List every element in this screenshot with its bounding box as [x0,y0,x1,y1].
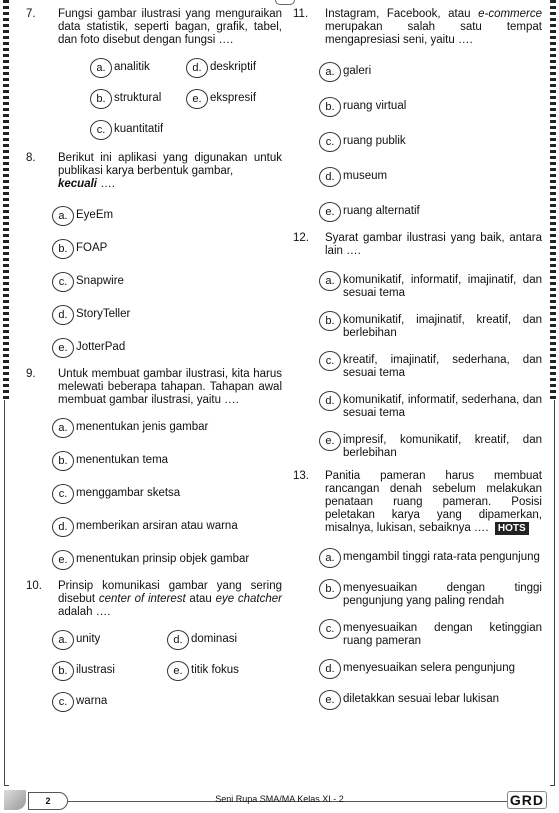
options [325,274,542,460]
left-dotted-margin [3,0,9,400]
question-text: Berikut ini aplikasi yang digunakan untuk publikasi karya berbentuk gambar, kecuali …. [58,152,282,190]
option-d[interactable]: d. deskriptif [186,61,282,78]
option-e[interactable]: e. diletakkan sesuai lebar lukisan [319,693,542,710]
option-b[interactable]: b. menentukan tema [52,454,282,471]
page-footer [0,790,559,813]
options [58,421,282,570]
footer-title: Seni Rupa SMA/MA Kelas XI - 2 [215,794,344,804]
option-b[interactable]: b. komunikatif, imajinatif, kreatif, dan berlebihan [319,314,542,340]
question-number: 11. [293,8,309,20]
question-number: 7. [26,8,36,20]
option-a[interactable]: a. analitik [90,61,186,78]
option-e[interactable]: e. JotterPad [52,341,282,358]
option-b[interactable]: b. FOAP [52,242,282,259]
question-text: Fungsi gambar ilustrasi yang menguraikan data statistik, seperti bagan, grafik, tabel, dan foto disebut dengan fungsi …. [58,8,282,46]
option-a[interactable]: a. EyeEm [52,209,282,226]
question-7 [20,8,282,140]
option-e[interactable]: e. titik fokus [167,664,282,681]
question-number: 12. [293,232,309,244]
options [58,61,282,140]
question-10 [20,580,282,712]
question-text: Instagram, Facebook, atau e-commerce merupakan salah satu tempat mengapresiasi seni, yaitu …. [325,8,542,46]
question-13 [287,470,542,710]
option-d[interactable]: d. memberikan arsiran atau warna [52,520,282,537]
right-dotted-margin [550,0,556,400]
question-9 [20,368,282,570]
question-text: Panitia pameran harus membuat rancangan denah sebelum melakukan penataan ruang pameran. Posisi peletakan karya yang dipamerkan, misalnya, lukisan, sebaiknya …. HOTS [325,470,542,534]
left-border-rail [4,400,9,786]
option-b[interactable]: b. ruang virtual [319,100,542,117]
option-c[interactable]: c. warna [52,695,172,712]
option-d[interactable]: d. komunikatif, informatif, sederhana, dan sesuai tema [319,394,542,420]
question-number: 9. [26,368,36,380]
question-text: Untuk membuat gambar ilustrasi, kita harus melewati beberapa tahapan. Tahapan awal membuat gambar ilustrasi, yaitu …. [58,368,282,406]
question-number: 8. [26,152,36,164]
question-11 [287,8,542,222]
right-border-rail [550,400,555,786]
option-b[interactable]: b. menyesuaikan dengan tinggi pengunjung yang paling rendah [319,582,542,608]
option-a[interactable]: a. galeri [319,65,542,82]
top-binding-mark [275,0,295,5]
option-a[interactable]: a. komunikatif, informatif, imajinatif, dan sesuai tema [319,274,542,300]
option-c[interactable]: c. Snapwire [52,275,282,292]
option-c[interactable]: c. kreatif, imajinatif, sederhana, dan sesuai tema [319,354,542,380]
option-d[interactable]: d. museum [319,170,542,187]
options [58,633,282,712]
question-text: Syarat gambar ilustrasi yang baik, antara lain …. [325,232,542,257]
option-c[interactable]: c. menggambar sketsa [52,487,282,504]
option-a[interactable]: a. mengambil tinggi rata-rata pengunjung [319,551,542,568]
question-text: Prinsip komunikasi gambar yang sering disebut center of interest atau eye chatcher adalah …. [58,580,282,618]
option-d[interactable]: d. menyesuaikan selera pengunjung [319,662,542,679]
question-12 [287,232,542,460]
option-e[interactable]: e. impresif, komunikatif, kreatif, dan berlebihan [319,434,542,460]
option-e[interactable]: e. ruang alternatif [319,205,542,222]
option-c[interactable]: c. ruang publik [319,135,542,152]
option-d[interactable]: d. StoryTeller [52,308,282,325]
right-column [287,8,542,714]
options [325,551,542,710]
option-b[interactable]: b. ilustrasi [52,664,167,681]
publisher-logo: GRD [507,791,547,809]
options [58,209,282,358]
option-d[interactable]: d. dominasi [167,633,282,650]
options [325,65,542,222]
option-c[interactable]: c. menyesuaikan dengan ketinggian ruang pameran [319,622,542,648]
left-column [20,8,282,722]
hots-badge: HOTS [495,522,529,535]
page-number: 2 [28,792,68,810]
question-8 [20,152,282,358]
option-b[interactable]: b. struktural [90,92,186,109]
option-a[interactable]: a. unity [52,633,167,650]
option-a[interactable]: a. menentukan jenis gambar [52,421,282,438]
option-e[interactable]: e. menentukan prinsip objek gambar [52,553,282,570]
option-e[interactable]: e. ekspresif [186,92,282,109]
question-number: 10. [26,580,42,592]
option-c[interactable]: c. kuantitatif [90,123,210,140]
question-number: 13. [293,470,309,482]
